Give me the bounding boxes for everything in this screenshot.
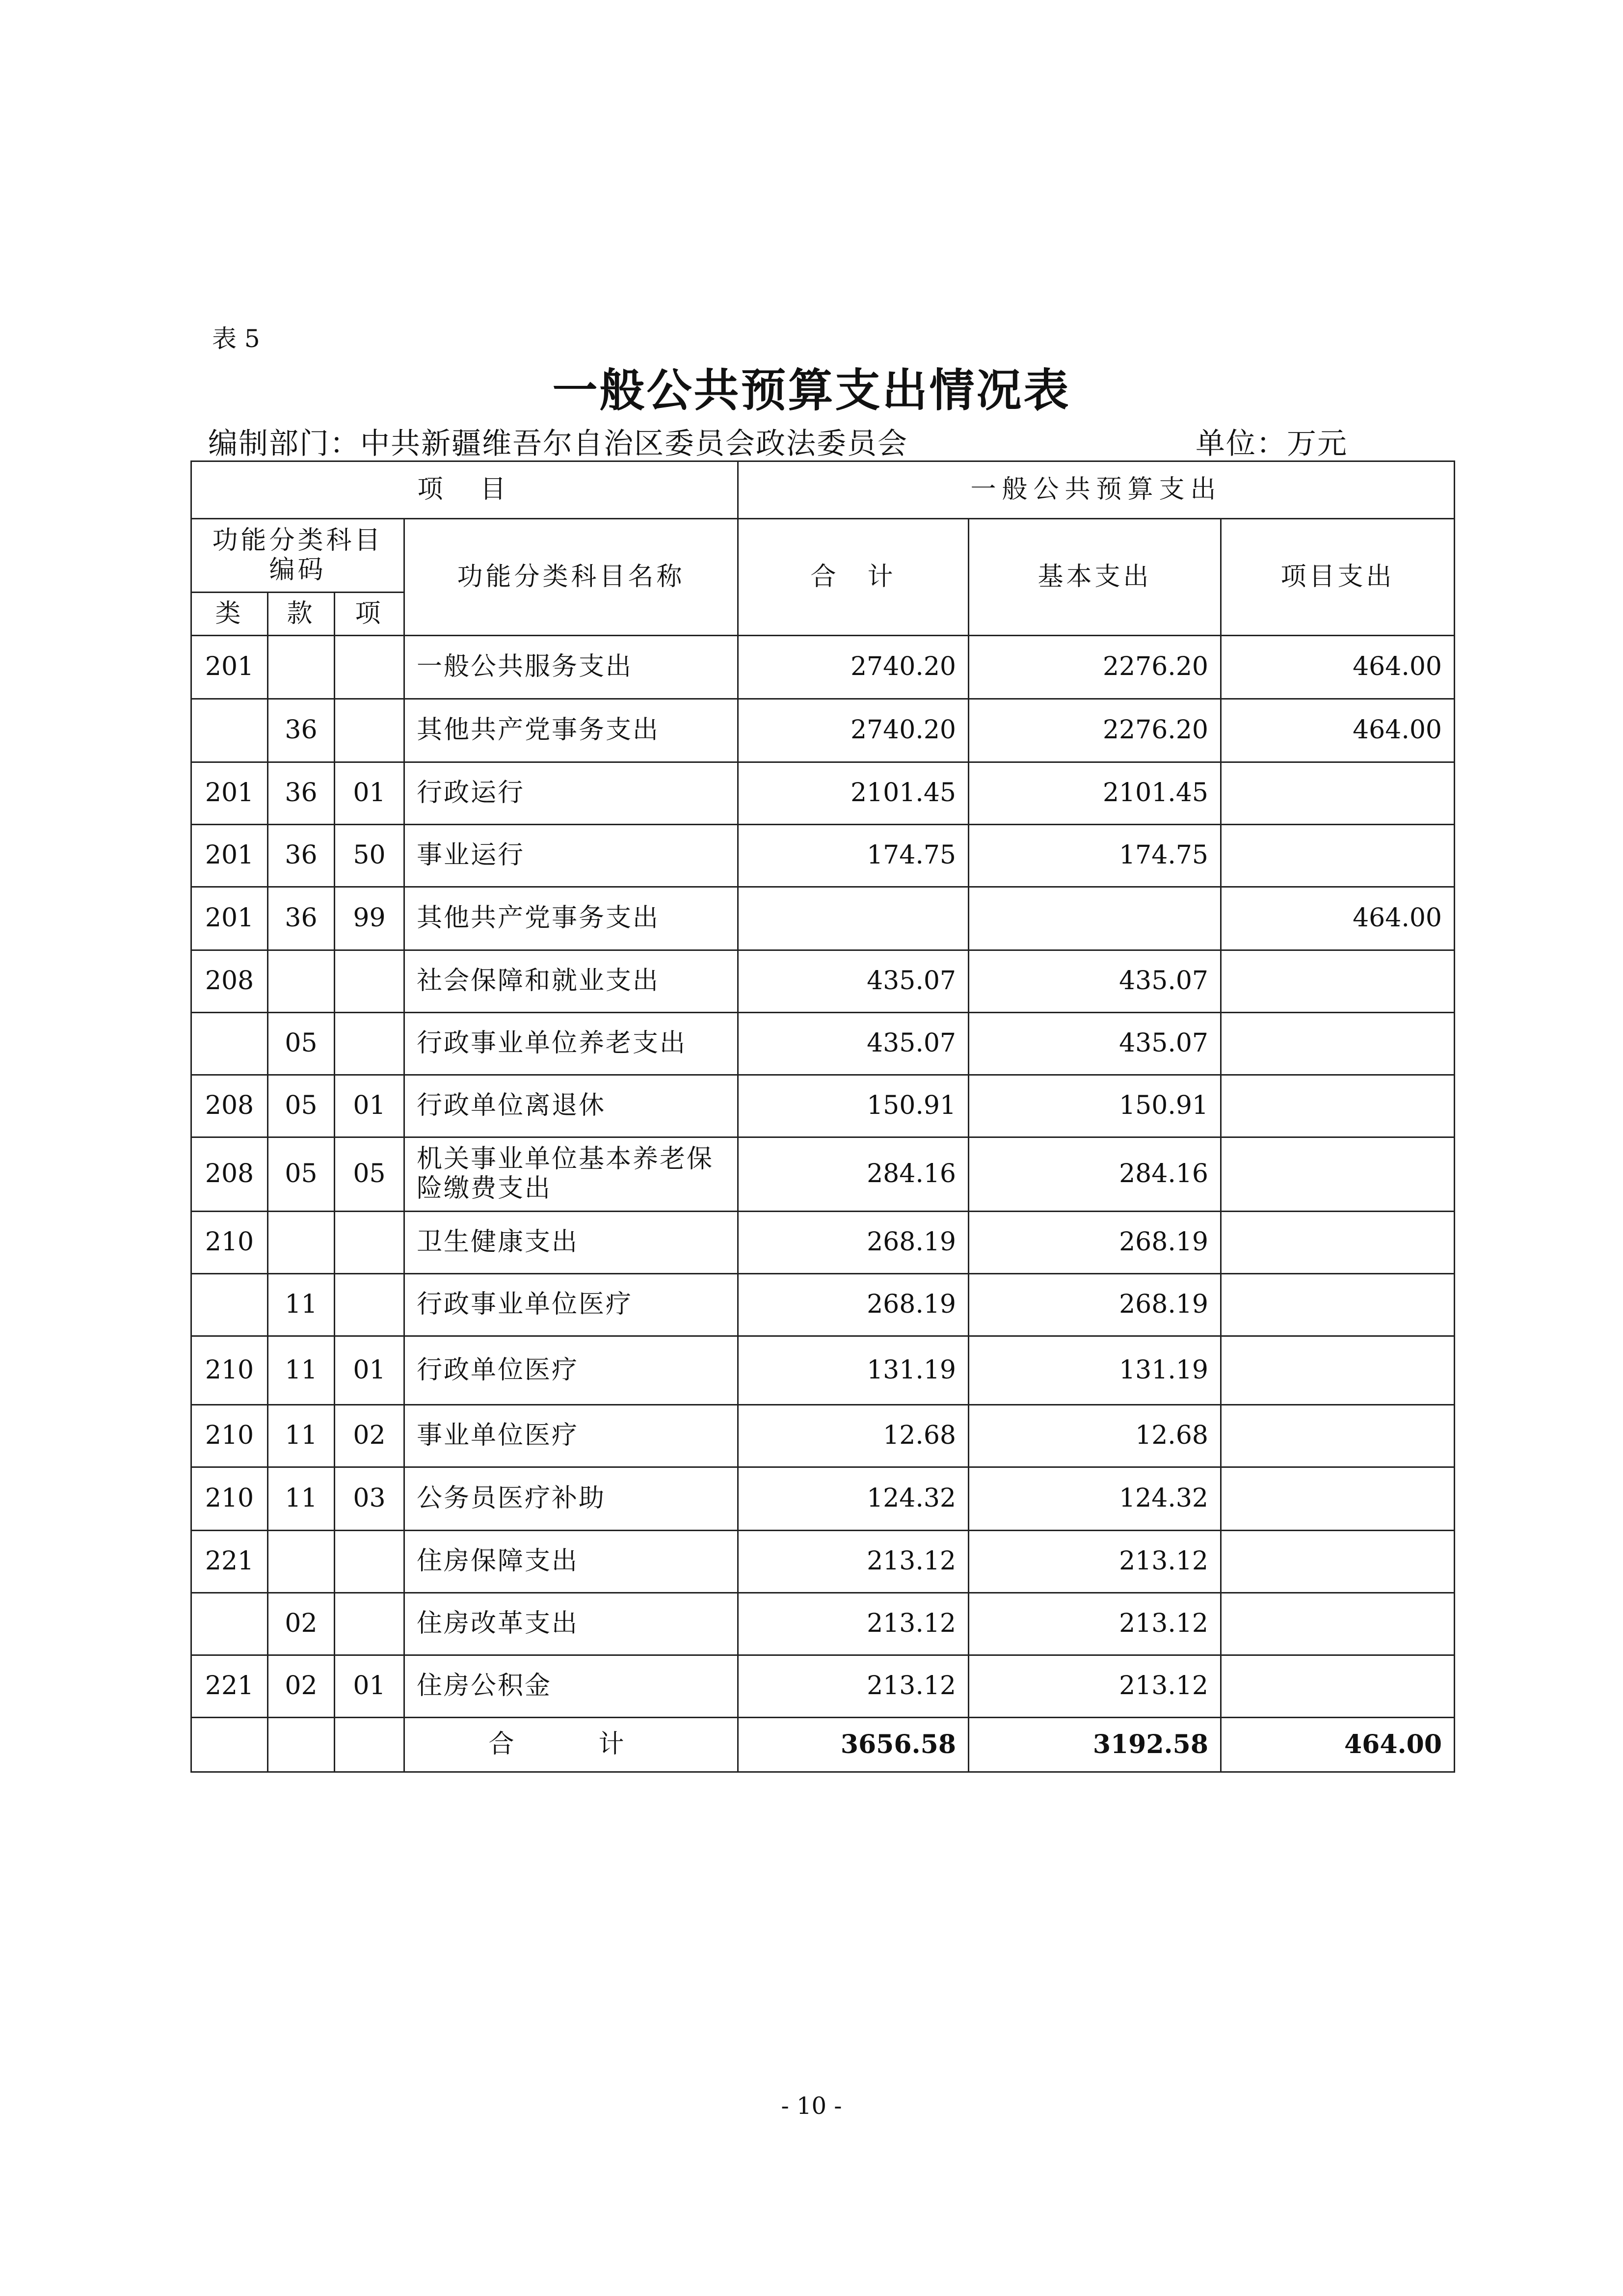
total-cell: 174.75 [738, 825, 969, 887]
basic-expense-cell: 150.91 [969, 1075, 1221, 1137]
total-cell: 131.19 [738, 1336, 969, 1405]
code-section-cell: 11 [268, 1336, 335, 1405]
code-class-cell: 221 [191, 1531, 268, 1593]
subject-name-cell: 卫生健康支出 [404, 1212, 738, 1274]
table-number-label: 表 5 [212, 324, 260, 353]
totals-c1 [191, 1718, 268, 1772]
project-expense-cell [1221, 1405, 1455, 1467]
header-project: 项目支出 [1221, 519, 1455, 636]
subject-name-cell: 住房保障支出 [404, 1531, 738, 1593]
header-code-group: 功能分类科目编码 [191, 519, 404, 593]
subject-name-cell: 社会保障和就业支出 [404, 950, 738, 1013]
project-expense-cell [1221, 1531, 1455, 1593]
total-cell: 284.16 [738, 1137, 969, 1212]
code-item-cell: 02 [335, 1405, 404, 1467]
basic-expense-cell: 435.07 [969, 950, 1221, 1013]
totals-c2 [268, 1718, 335, 1772]
code-class-cell [191, 699, 268, 762]
project-expense-cell [1221, 1212, 1455, 1274]
table-row [191, 1013, 1455, 1075]
header-budget: 一般公共预算支出 [738, 461, 1455, 519]
code-section-cell [268, 1212, 335, 1274]
total-cell: 124.32 [738, 1467, 969, 1531]
totals-project: 464.00 [1221, 1718, 1455, 1772]
code-section-cell [268, 636, 335, 699]
basic-expense-cell: 213.12 [969, 1655, 1221, 1718]
unit-label: 单位：万元 [1196, 427, 1348, 461]
table-row [191, 1655, 1455, 1718]
table-row [191, 1274, 1455, 1336]
basic-expense-cell: 284.16 [969, 1137, 1221, 1212]
code-class-cell: 208 [191, 950, 268, 1013]
totals-basic: 3192.58 [969, 1718, 1221, 1772]
code-section-cell: 36 [268, 699, 335, 762]
code-section-cell: 02 [268, 1655, 335, 1718]
total-cell: 2740.20 [738, 699, 969, 762]
code-class-cell: 210 [191, 1467, 268, 1531]
total-cell: 435.07 [738, 1013, 969, 1075]
subject-name-cell: 住房公积金 [404, 1655, 738, 1718]
total-cell: 268.19 [738, 1212, 969, 1274]
header-item: 项 目 [191, 461, 738, 519]
code-item-cell [335, 950, 404, 1013]
basic-expense-cell: 213.12 [969, 1593, 1221, 1655]
basic-expense-cell: 268.19 [969, 1212, 1221, 1274]
total-cell: 213.12 [738, 1531, 969, 1593]
subject-name-cell: 事业运行 [404, 825, 738, 887]
code-class-cell: 210 [191, 1212, 268, 1274]
table-row [191, 1075, 1455, 1137]
header-name: 功能分类科目名称 [404, 519, 738, 636]
header-section: 款 [268, 593, 335, 636]
table-row [191, 1467, 1455, 1531]
header-basic: 基本支出 [969, 519, 1221, 636]
code-class-cell [191, 1593, 268, 1655]
basic-expense-cell [969, 887, 1221, 950]
code-section-cell: 02 [268, 1593, 335, 1655]
code-item-cell: 99 [335, 887, 404, 950]
subject-name-cell: 机关事业单位基本养老保险缴费支出 [404, 1137, 738, 1212]
basic-expense-cell: 12.68 [969, 1405, 1221, 1467]
table-row [191, 699, 1455, 762]
code-class-cell: 210 [191, 1405, 268, 1467]
code-item-cell: 01 [335, 1655, 404, 1718]
header-class: 类 [191, 593, 268, 636]
table-row [191, 1593, 1455, 1655]
code-item-cell: 50 [335, 825, 404, 887]
project-expense-cell [1221, 762, 1455, 825]
page-title: 一般公共预算支出情况表 [552, 364, 1071, 417]
project-expense-cell: 464.00 [1221, 699, 1455, 762]
project-expense-cell [1221, 1013, 1455, 1075]
project-expense-cell [1221, 1075, 1455, 1137]
code-item-cell: 03 [335, 1467, 404, 1531]
code-class-cell: 201 [191, 825, 268, 887]
code-item-cell: 01 [335, 1075, 404, 1137]
total-cell: 435.07 [738, 950, 969, 1013]
code-class-cell: 201 [191, 762, 268, 825]
table-row [191, 1137, 1455, 1212]
compiling-department: 编制部门：中共新疆维吾尔自治区委员会政法委员会 [208, 427, 908, 461]
subject-name-cell: 公务员医疗补助 [404, 1467, 738, 1531]
totals-row [191, 1718, 1455, 1772]
total-cell: 12.68 [738, 1405, 969, 1467]
basic-expense-cell: 2276.20 [969, 636, 1221, 699]
code-class-cell [191, 1274, 268, 1336]
table-row [191, 1336, 1455, 1405]
code-class-cell: 201 [191, 636, 268, 699]
table-row [191, 887, 1455, 950]
budget-table [190, 460, 1455, 1773]
project-expense-cell [1221, 1593, 1455, 1655]
project-expense-cell [1221, 1467, 1455, 1531]
code-item-cell [335, 1531, 404, 1593]
project-expense-cell [1221, 1655, 1455, 1718]
subject-name-cell: 其他共产党事务支出 [404, 699, 738, 762]
code-section-cell: 05 [268, 1137, 335, 1212]
subject-name-cell: 行政事业单位养老支出 [404, 1013, 738, 1075]
header-item-col: 项 [335, 593, 404, 636]
code-section-cell: 11 [268, 1467, 335, 1531]
total-cell: 150.91 [738, 1075, 969, 1137]
subject-name-cell: 行政单位离退休 [404, 1075, 738, 1137]
total-cell: 213.12 [738, 1593, 969, 1655]
basic-expense-cell: 2101.45 [969, 762, 1221, 825]
subject-name-cell: 住房改革支出 [404, 1593, 738, 1655]
table-row [191, 1531, 1455, 1593]
project-expense-cell [1221, 1274, 1455, 1336]
basic-expense-cell: 124.32 [969, 1467, 1221, 1531]
project-expense-cell: 464.00 [1221, 887, 1455, 950]
table-row [191, 636, 1455, 699]
code-class-cell: 208 [191, 1137, 268, 1212]
project-expense-cell [1221, 950, 1455, 1013]
subject-name-cell: 一般公共服务支出 [404, 636, 738, 699]
code-section-cell: 36 [268, 762, 335, 825]
total-cell [738, 887, 969, 950]
code-class-cell [191, 1013, 268, 1075]
table-row [191, 762, 1455, 825]
code-class-cell: 201 [191, 887, 268, 950]
code-section-cell: 11 [268, 1274, 335, 1336]
basic-expense-cell: 213.12 [969, 1531, 1221, 1593]
project-expense-cell [1221, 1137, 1455, 1212]
code-section-cell [268, 1531, 335, 1593]
subject-name-cell: 行政单位医疗 [404, 1336, 738, 1405]
table-row [191, 825, 1455, 887]
code-item-cell: 05 [335, 1137, 404, 1212]
table-row [191, 1405, 1455, 1467]
code-item-cell [335, 1593, 404, 1655]
code-item-cell [335, 1212, 404, 1274]
table-row [191, 1212, 1455, 1274]
total-cell: 268.19 [738, 1274, 969, 1336]
basic-expense-cell: 435.07 [969, 1013, 1221, 1075]
code-item-cell [335, 699, 404, 762]
subject-name-cell: 行政运行 [404, 762, 738, 825]
project-expense-cell [1221, 825, 1455, 887]
project-expense-cell [1221, 1336, 1455, 1405]
code-section-cell: 36 [268, 825, 335, 887]
totals-total: 3656.58 [738, 1718, 969, 1772]
totals-c3 [335, 1718, 404, 1772]
basic-expense-cell: 2276.20 [969, 699, 1221, 762]
totals-label: 合 计 [404, 1718, 738, 1772]
code-section-cell: 05 [268, 1075, 335, 1137]
project-expense-cell: 464.00 [1221, 636, 1455, 699]
subject-name-cell: 事业单位医疗 [404, 1405, 738, 1467]
code-item-cell: 01 [335, 762, 404, 825]
header-total: 合 计 [738, 519, 969, 636]
code-item-cell [335, 1013, 404, 1075]
code-class-cell: 221 [191, 1655, 268, 1718]
code-section-cell [268, 950, 335, 1013]
table-row [191, 950, 1455, 1013]
code-section-cell: 36 [268, 887, 335, 950]
code-item-cell: 01 [335, 1336, 404, 1405]
total-cell: 213.12 [738, 1655, 969, 1718]
subject-name-cell: 行政事业单位医疗 [404, 1274, 738, 1336]
basic-expense-cell: 268.19 [969, 1274, 1221, 1336]
basic-expense-cell: 131.19 [969, 1336, 1221, 1405]
subject-name-cell: 其他共产党事务支出 [404, 887, 738, 950]
code-item-cell [335, 636, 404, 699]
code-section-cell: 11 [268, 1405, 335, 1467]
code-class-cell: 210 [191, 1336, 268, 1405]
total-cell: 2740.20 [738, 636, 969, 699]
basic-expense-cell: 174.75 [969, 825, 1221, 887]
code-section-cell: 05 [268, 1013, 335, 1075]
code-class-cell: 208 [191, 1075, 268, 1137]
page-number: - 10 - [781, 2092, 842, 2120]
code-item-cell [335, 1274, 404, 1336]
table-body [191, 636, 1455, 1718]
total-cell: 2101.45 [738, 762, 969, 825]
